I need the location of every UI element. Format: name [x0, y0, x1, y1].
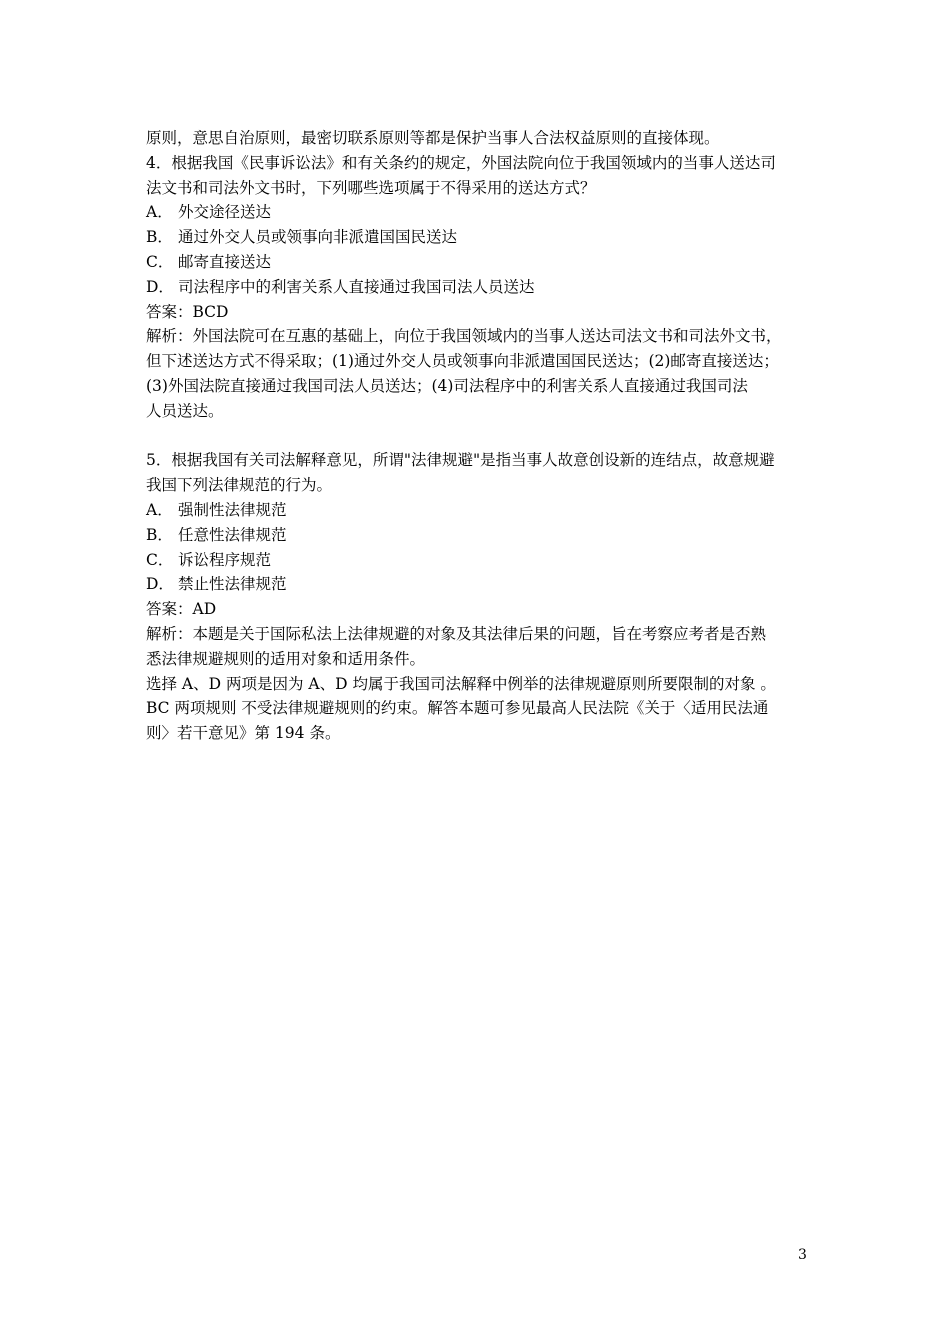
- option-text: 通过外交人员或领事向非派遣国国民送达: [178, 228, 458, 247]
- q5-answer: 答案：AD: [146, 600, 217, 619]
- page-content: [146, 126, 816, 746]
- q5-option-c: [146, 548, 816, 573]
- q4-answer: 答案：BCD: [146, 302, 229, 321]
- option-text: 邮寄直接送达: [178, 252, 272, 271]
- option-letter: B．: [146, 525, 173, 544]
- option-letter: A．: [146, 500, 173, 519]
- option-letter: C．: [146, 252, 174, 271]
- q5-analysis-line: BC 两项规则 不受法律规避规则的约束。解答本题可参见最高人民法院《关于〈适用民法通: [146, 699, 769, 718]
- option-text: 诉讼程序规范: [178, 550, 272, 569]
- page-number: 3: [798, 1247, 807, 1263]
- option-letter: B．: [146, 228, 173, 247]
- q4-option-a: [146, 200, 816, 225]
- option-letter: A．: [146, 203, 173, 222]
- q4-question-line-2: 法文书和司法外文书时，下列哪些选项属于不得采用的送达方式？: [146, 178, 596, 197]
- q5-analysis-line: 解析：本题是关于国际私法上法律规避的对象及其法律后果的问题，旨在考察应考者是否熟: [146, 624, 767, 643]
- option-letter: C．: [146, 550, 174, 569]
- option-text: 外交途径送达: [178, 203, 272, 222]
- option-text: 强制性法律规范: [178, 500, 287, 519]
- paragraph-spacer: [146, 424, 816, 449]
- q3-analysis-tail: 原则，意思自治原则，最密切联系原则等都是保护当事人合法权益原则的直接体现。: [146, 129, 720, 147]
- q4-question-line-1: 4．根据我国《民事诉讼法》和有关条约的规定，外国法院向位于我国领域内的当事人送达司: [146, 153, 776, 172]
- q5-question-line-2: 我国下列法律规范的行为。: [146, 476, 333, 495]
- q5-option-b: [146, 523, 816, 548]
- q5-option-d: [146, 572, 816, 597]
- q5-analysis-line: 悉法律规避规则的适用对象和适用条件。: [146, 649, 426, 668]
- option-text: 任意性法律规范: [178, 525, 287, 544]
- q4-option-c: [146, 250, 816, 275]
- q4-option-d: [146, 275, 816, 300]
- option-letter: D．: [146, 575, 174, 594]
- q5-analysis-line: 选择 A、D 两项是因为 A、D 均属于我国司法解释中例举的法律规避原则所要限制的对象 。: [146, 674, 776, 693]
- q4-analysis-line: 但下述送达方式不得采取；(1)通过外交人员或领事向非派遣国国民送达；(2)邮寄直接送达；: [146, 352, 779, 371]
- q5-analysis-line: 则〉若干意见》第 194 条。: [146, 724, 341, 743]
- option-text: 司法程序中的利害关系人直接通过我国司法人员送达: [178, 277, 535, 296]
- option-letter: D．: [146, 277, 174, 296]
- q4-option-b: [146, 225, 816, 250]
- q4-analysis-line: 解析：外国法院可在互惠的基础上，向位于我国领域内的当事人送达司法文书和司法外文书，: [146, 327, 782, 346]
- q5-option-a: [146, 498, 816, 523]
- q5-question-line-1: 5．根据我国有关司法解释意见，所谓"法律规避"是指当事人故意创设新的连结点，故意规避: [146, 451, 775, 470]
- q4-analysis-line: 人员送达。: [146, 401, 224, 420]
- q4-analysis-line: (3)外国法院直接通过我国司法人员送达；(4)司法程序中的利害关系人直接通过我国司法: [146, 376, 748, 395]
- option-text: 禁止性法律规范: [178, 575, 287, 594]
